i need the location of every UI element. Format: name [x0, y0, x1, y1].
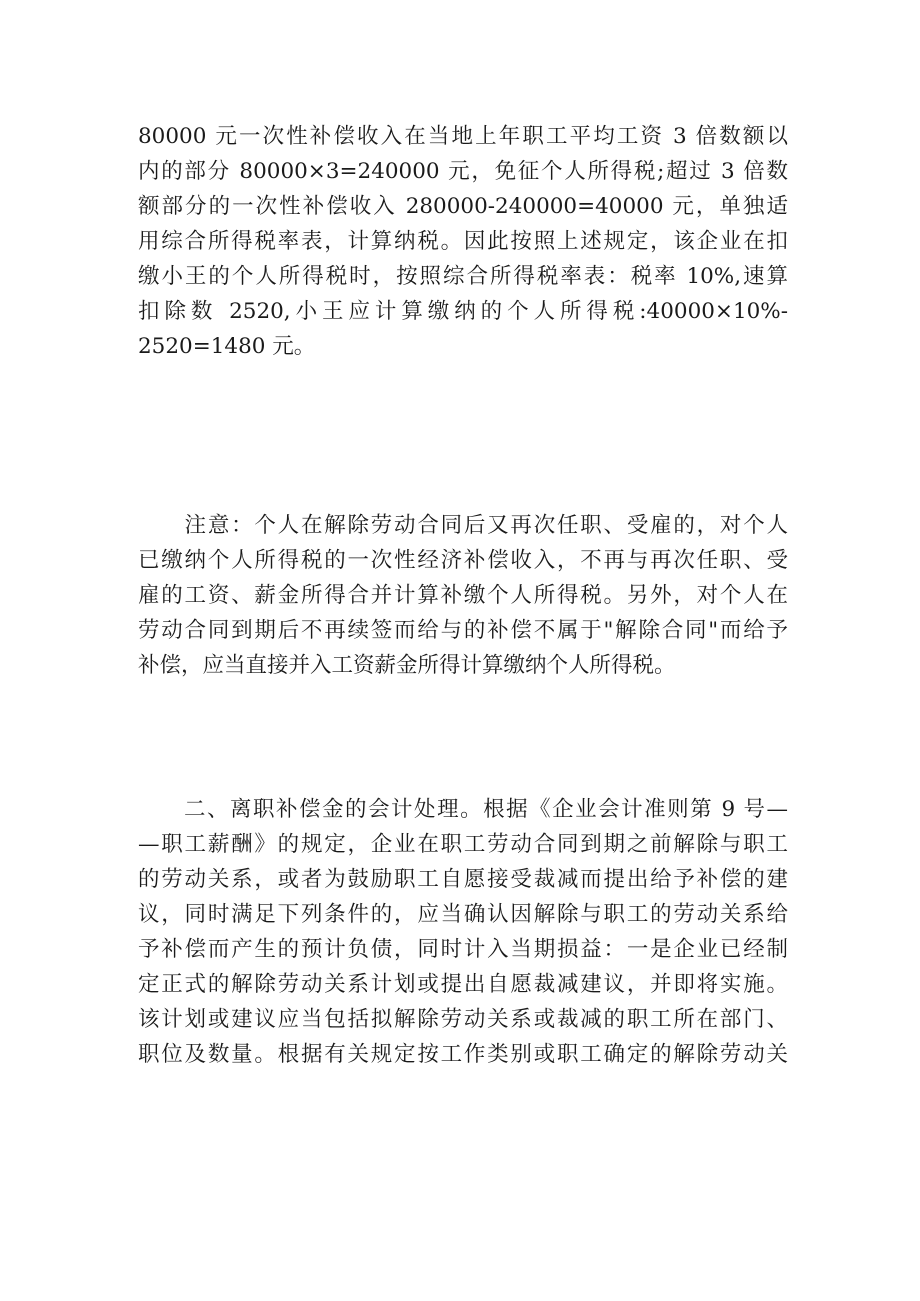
text-line: 的劳动关系，或者为鼓励职工自愿接受裁减而提出给予补偿的建	[138, 867, 788, 892]
paragraph-tax-calculation	[138, 119, 788, 364]
text-line: 注意：个人在解除劳动合同后又再次任职、受雇的，对个人	[138, 513, 788, 538]
text-line: 议，同时满足下列条件的，应当确认因解除与职工的劳动关系给	[138, 902, 788, 927]
text-line: 用综合所得税率表，计算纳税。因此按照上述规定，该企业在扣	[138, 229, 788, 254]
text-line: 补偿，应当直接并入工资薪金所得计算缴纳个人所得税。	[138, 653, 676, 678]
text-line: 内的部分 80000×3=240000 元，免征个人所得税;超过 3 倍数	[138, 159, 788, 184]
text-line: 该计划或建议应当包括拟解除劳动关系或裁减的职工所在部门、	[138, 1007, 788, 1032]
text-line: 职位及数量。根据有关规定按工作类别或职工确定的解除劳动关	[138, 1042, 788, 1067]
text-line: 2520=1480 元。	[138, 334, 316, 359]
text-line: 定正式的解除劳动关系计划或提出自愿裁减建议，并即将实施。	[138, 972, 788, 997]
paragraph-note	[138, 508, 788, 683]
text-line: 雇的工资、薪金所得合并计算补缴个人所得税。另外，对个人在	[138, 583, 788, 608]
paragraph-accounting-treatment	[138, 792, 788, 1072]
text-line: 缴小王的个人所得税时，按照综合所得税率表：税率 10%,速算	[138, 264, 788, 289]
text-line: 80000 元一次性补偿收入在当地上年职工平均工资 3 倍数额以	[138, 124, 788, 149]
text-line: 额部分的一次性补偿收入 280000-240000=40000 元，单独适	[138, 194, 788, 219]
text-line: 扣除数 2520,小王应计算缴纳的个人所得税:40000×10%-	[138, 299, 788, 324]
text-line: 已缴纳个人所得税的一次性经济补偿收入，不再与再次任职、受	[138, 548, 788, 573]
text-line: —职工薪酬》的规定，企业在职工劳动合同到期之前解除与职工	[138, 832, 788, 857]
text-line: 二、离职补偿金的会计处理。根据《企业会计准则第 9 号—	[138, 797, 788, 822]
text-line: 予补偿而产生的预计负债，同时计入当期损益：一是企业已经制	[138, 937, 788, 962]
text-line: 劳动合同到期后不再续签而给与的补偿不属于"解除合同"而给予	[138, 618, 788, 643]
